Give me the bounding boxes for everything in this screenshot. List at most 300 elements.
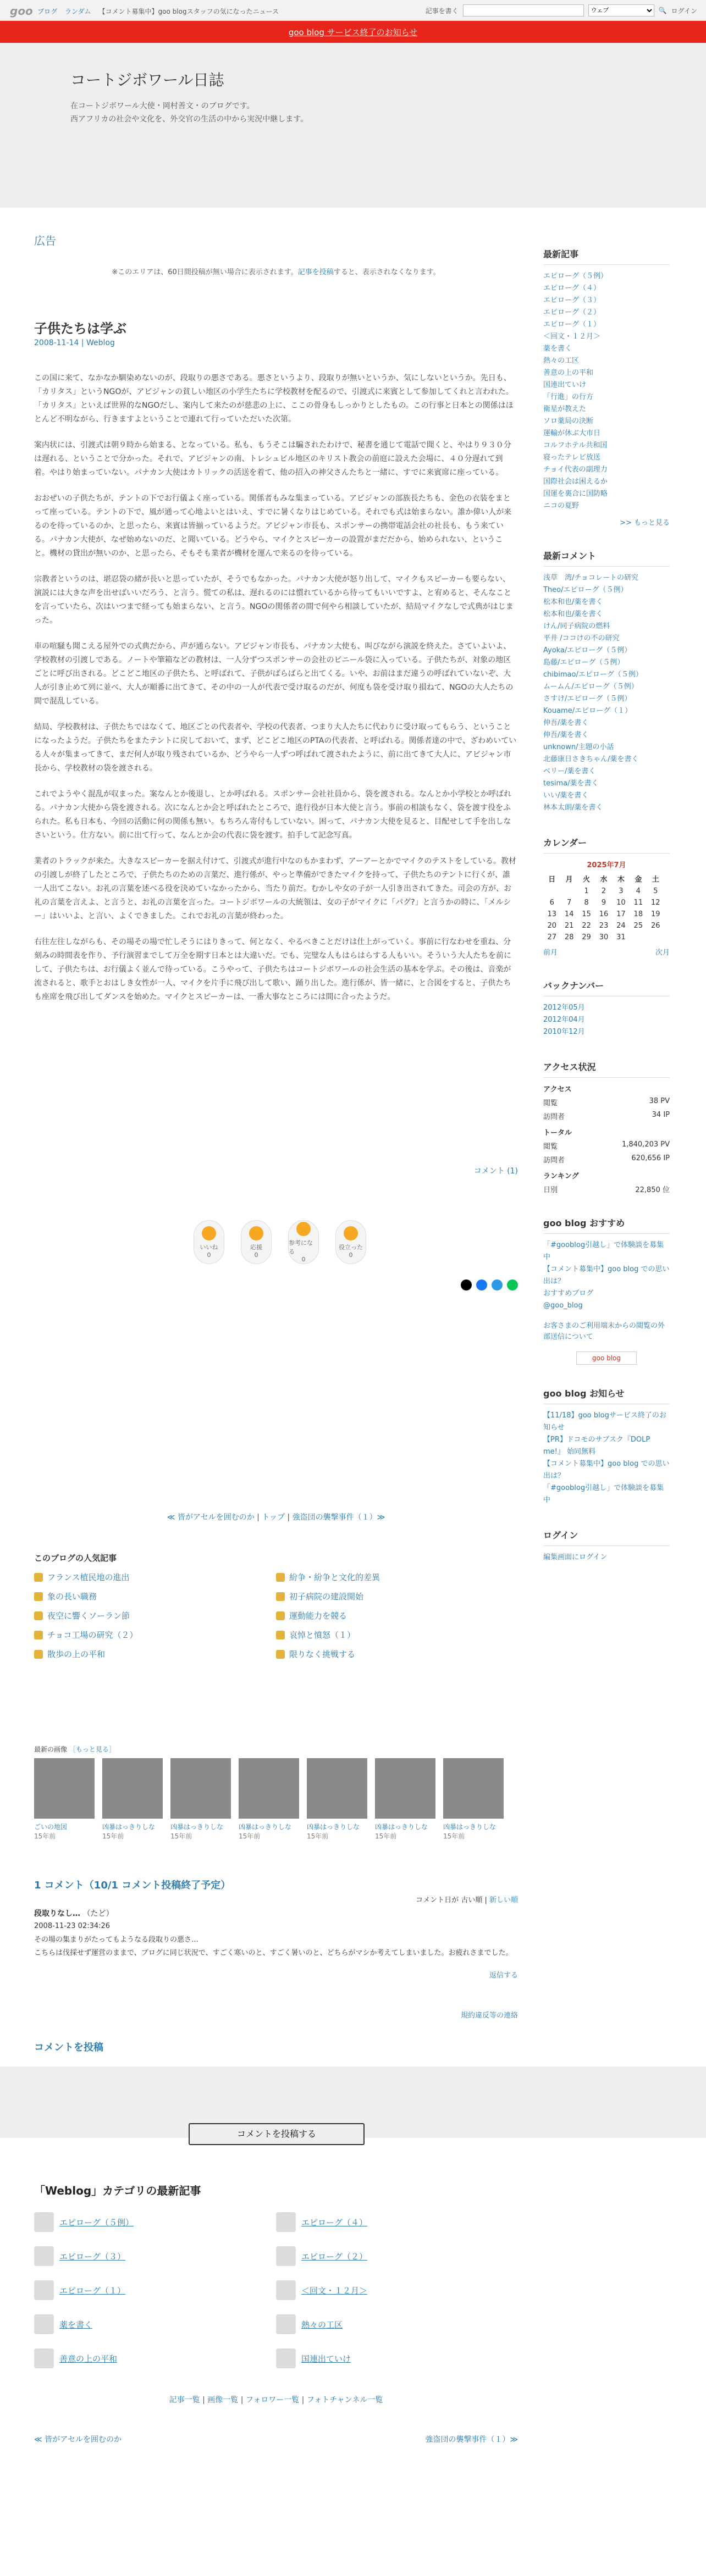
category-item[interactable] [34, 2212, 276, 2232]
post-paragraph: 結局、学校教材は、子供たちではなくて、地区ごとの代表者や、学校の代表者、つまり大人たちに代わりに受け取ってもらう、ということになったようだ。子供たちをまたテントに戻しておいて、まず、どこどこ地区のPTAの代表者、と呼ばれる。関係者達の中で、ざわめいている人々が集まってきて、まだ何人が取り残されているか、どうやら一人ずつ呼ばれて渡されたように、前に出てきて大人に、アビジャン市長から、学校教材の袋を渡される。 [34, 723, 517, 773]
category-item[interactable] [276, 2212, 518, 2232]
recent-comment-link[interactable]: いい/薬を書く [543, 791, 589, 800]
news-heading: goo blog お知らせ [543, 1387, 670, 1404]
calendar-day: 27 [547, 933, 556, 941]
recommend-box [543, 1216, 670, 1365]
crown-icon [276, 1573, 285, 1582]
recent-article-link[interactable]: エピローグ（４） [543, 284, 601, 292]
search-scope-select[interactable] [588, 4, 654, 16]
popular-list [34, 1571, 518, 1660]
thumbnail-age: 15年前 [307, 1832, 329, 1840]
thumbnail-image[interactable] [443, 1758, 504, 1819]
popular-item[interactable] [276, 1610, 518, 1621]
goo-blog-badge[interactable]: goo blog [576, 1351, 637, 1365]
crown-icon [276, 1650, 285, 1659]
reaction-label: いいね [200, 1243, 218, 1251]
recent-comment-link[interactable]: 伸吾/薬を書く [543, 731, 589, 739]
recent-article-link[interactable]: ニコの夏野 [543, 502, 580, 510]
crown-icon [34, 1573, 43, 1582]
calendar-day: 8 [584, 899, 589, 907]
calendar-day: 9 [601, 899, 606, 907]
recommend-link[interactable]: 【コメント募集中】goo blog での思い出は？ [543, 1265, 670, 1286]
blog-desc-2: 西アフリカの社会や文化を、外交官の生活の中から実況中継します。 [70, 115, 308, 124]
comment-count-link[interactable]: コメント (1) [473, 1167, 518, 1176]
calendar-day: 1 [584, 887, 589, 895]
login-link[interactable]: ログイン [671, 7, 697, 15]
recent-comment-link[interactable]: 林本太朗/薬を書く [543, 804, 603, 812]
thumbnail-caption[interactable]: ごいの地図 [34, 1823, 68, 1831]
footer-link-articles[interactable]: 記事一覧 [169, 2396, 200, 2405]
recent-article-link[interactable]: チョイ代表の副理力 [543, 466, 608, 474]
category-item[interactable] [276, 2314, 518, 2334]
x-share-icon[interactable] [461, 1279, 472, 1290]
news-link[interactable]: 【コメント募集中】goo blog での思い出は？ [543, 1460, 670, 1480]
recent-article-link[interactable]: ＜回文・１２月＞ [543, 333, 601, 341]
crown-icon [276, 1592, 285, 1601]
reaction-cheer[interactable] [241, 1220, 272, 1264]
backnumber-box [543, 979, 670, 1038]
category-link[interactable]: ＜回文・１２月＞ [301, 2285, 368, 2296]
post-paragraph: 車の喧騒も聞こえる屋外での式典だから、声が通らない。アビジャン市長も、パナカン大使も、叫びながら演説を終えた。さていよいよ、学校教材の引渡しである。ノートや筆箱などの教材は、一人分ずつスポンサーの会社のビニール袋に入っている。子供たちが、対象の地区ごとに呼び出される。どこどこ地区の子供たち、と呼ばれて、子供がばらばらと出てくる。いや、お前はまだ違うの呼ばれていないぞ、大人が引き止めて列に並べ、大人が順番に出てきて、その中の一人が代表で受け取るのだが、何度も袋を受け取り損ねて、NGOの大人たちの間で混乱している。 [34, 642, 514, 706]
category-link[interactable]: エピローグ（５例） [59, 2217, 134, 2228]
recent-comment-link[interactable]: けん/同子病院の燃料 [543, 622, 610, 630]
post-meta: 2008-11-14 | Weblog [34, 339, 115, 347]
calendar-heading: カレンダー [543, 836, 670, 854]
more-recent-link[interactable]: >> もっと見る [620, 519, 670, 527]
bottom-pager [34, 2434, 518, 2445]
article-icon [276, 2212, 296, 2232]
rank-day-label: 日別 [543, 1186, 558, 1194]
thumbnail-image[interactable] [34, 1758, 95, 1819]
recent-comments-list [543, 572, 670, 814]
recent-comment-link[interactable]: 伸吾/薬を書く [543, 719, 589, 727]
comment-sort: コメント日が 古い順 | 新しい順 [416, 1896, 518, 1904]
thumbnail-caption[interactable]: 凶暴はっきりしな [170, 1823, 224, 1831]
popular-item[interactable] [34, 1571, 276, 1583]
crown-icon [276, 1611, 285, 1620]
calendar-day: 30 [599, 933, 609, 941]
blog-header [0, 43, 706, 208]
total-views-value: 1,840,203 PV [621, 1140, 670, 1149]
next-post-link[interactable]: 強盗団の襲撃事件（１）≫ [292, 1513, 385, 1522]
calendar-day [647, 932, 664, 943]
access-visitors-row [543, 1111, 670, 1121]
popular-heading: このブログの人気記事 [34, 1553, 117, 1563]
thumbnail-caption[interactable]: 凶暴はっきりしな [443, 1823, 497, 1831]
thumbnail-caption[interactable]: 凶暴はっきりしな [375, 1823, 428, 1831]
popular-link[interactable]: 夜空に響くソーラン節 [47, 1611, 130, 1621]
prev-post-link[interactable]: ≪ 皆がアセルを囲むのか [167, 1513, 255, 1522]
backnumber-link[interactable]: 2010年12月 [543, 1028, 585, 1036]
recent-article-link[interactable]: 寝ったテレビ放送 [543, 453, 600, 462]
reaction-count: 0 [207, 1251, 211, 1259]
news-list [543, 1410, 670, 1506]
category-link[interactable]: エピローグ（２） [301, 2251, 368, 2262]
article-icon [34, 2280, 54, 2300]
ad-note [34, 266, 518, 276]
calendar-day: 21 [564, 922, 574, 930]
post-title[interactable]: 子供たちは学ぶ [34, 321, 126, 336]
news-box [543, 1387, 670, 1506]
backnumber-link[interactable]: 2012年05月 [543, 1004, 585, 1012]
recent-comment-link[interactable]: chibimao/エピローグ（５例） [543, 671, 643, 679]
recent-comment-link[interactable]: Ayoka/エピローグ（５例） [543, 646, 632, 655]
hatena-share-icon[interactable] [492, 1279, 503, 1290]
backnumber-link[interactable]: 2012年04月 [543, 1016, 585, 1024]
recent-article-link[interactable]: 善意の上の平和 [543, 369, 594, 377]
calendar-day: 12 [650, 899, 660, 907]
recent-articles-box [543, 247, 670, 527]
news-link[interactable]: 「#gooblog引越し」で体験談を募集中 [543, 1484, 664, 1504]
thumbnail[interactable] [443, 1758, 504, 1841]
reaction-buttons [194, 1220, 366, 1264]
recent-comment-link[interactable]: tesima/薬を書く [543, 779, 599, 788]
top-bar [0, 0, 706, 21]
access-heading: アクセス状況 [543, 1060, 670, 1078]
category-link[interactable]: 熱々の工区 [301, 2319, 343, 2330]
news-link[interactable]: 【PR】ドコモのサブスク『DOLP me!』 始同無料 [543, 1436, 650, 1456]
recent-article-link[interactable]: エピローグ（５例） [543, 272, 608, 280]
popular-item[interactable] [34, 1610, 276, 1621]
thumbnail-caption[interactable]: 凶暴はっきりしな [307, 1823, 360, 1831]
recent-articles-heading: 最新記事 [543, 247, 670, 265]
calendar-month: 2025年7月 [587, 861, 626, 869]
like-icon [202, 1226, 216, 1240]
category-item[interactable] [34, 2348, 276, 2368]
popular-link[interactable]: フランス植民地の進出 [47, 1572, 130, 1582]
thumbnail-age: 15年前 [102, 1832, 124, 1840]
category-link[interactable]: 善意の上の平和 [59, 2353, 118, 2364]
calendar-day: 13 [547, 910, 556, 918]
reaction-label: 応援 [250, 1243, 262, 1251]
reaction-count: 0 [301, 1255, 306, 1263]
reaction-like[interactable] [194, 1220, 224, 1264]
total-visitors-value: 620,656 IP [631, 1154, 670, 1162]
thumbnail-row [34, 1758, 518, 1841]
thumbnail[interactable] [307, 1758, 367, 1841]
reply-link[interactable]: 返信する [489, 1971, 518, 1980]
bottom-next-link[interactable]: 強盗団の襲撃事件（１）≫ [425, 2435, 518, 2444]
total-visitors-row [543, 1154, 670, 1165]
bottom-prev-link[interactable]: ≪ 皆がアセルを囲むのか [34, 2435, 122, 2444]
weekday: 土 [652, 876, 659, 884]
recent-article-link[interactable]: 運輸が休ぶ大市日 [543, 429, 601, 437]
login-heading: ログイン [543, 1528, 670, 1546]
recent-article-link[interactable]: ソロ薬局の決断 [543, 417, 594, 425]
login-list [543, 1552, 670, 1564]
privacy-notice-link[interactable]: お客さまのご利用端末からの閲覧の外部送信について [543, 1322, 665, 1341]
total-views-label: 閲覧 [543, 1143, 558, 1151]
weekday: 金 [635, 876, 642, 884]
thumbnail[interactable] [34, 1758, 95, 1841]
recent-article-link[interactable]: コルフホテル共和国 [543, 441, 608, 450]
more-recent-row [543, 517, 670, 527]
recent-comment-link[interactable]: Theo/エピローグ（５例） [543, 586, 628, 594]
crown-icon [34, 1650, 43, 1659]
category-list [34, 2212, 518, 2368]
views-label: 閲覧 [543, 1099, 558, 1107]
sidebar [543, 231, 670, 1564]
calendar-box [543, 836, 670, 957]
thumbnail-image[interactable] [239, 1758, 299, 1819]
popular-item[interactable] [34, 1591, 276, 1602]
post-category[interactable]: Weblog [86, 339, 115, 347]
post-paragraph: 右往左往しながらも、その場その場で忙しそうにはりきって、何となく、やるべきことだけは仕上がっていく。事前に行なわせを重ね、分刻みの時間表を作り、予行演習までして万全を期す日本とは大違いだ。でも、完璧な人もはらはらする人もいい。そういう大人たちを前にして、子供たちは、お行儀よく並んで待っている。こうやって、子供たちはコートジボワールの社会生活の基本を学ぶ。その後は、音楽が流されると、歌手とおはしき女性が一人、マイクを片手に飛び出して歌い、踊り出した。進行係が、皆一緒に、と合図をすると、子供たちも座席を飛び出してダンスを始めた。マイクとスピーカーは、一番大事なところには間に合ったようだ。 [34, 938, 511, 1001]
popular-item[interactable] [34, 1629, 276, 1641]
thumbnail-age: 15年前 [375, 1832, 397, 1840]
login-box [543, 1528, 670, 1564]
recent-article-link[interactable]: 熱々の工区 [543, 357, 580, 365]
crown-icon [276, 1631, 285, 1639]
blog-title[interactable]: コートジボワール日誌 [70, 71, 224, 89]
thumbnail-image[interactable] [170, 1758, 231, 1819]
recent-article-link[interactable]: 国運を裏合に国防略 [543, 490, 608, 498]
visitors-value: 34 IP [652, 1111, 670, 1119]
calendar-day [543, 885, 560, 897]
popular-link[interactable]: 紛争・紛争と文化的差異 [289, 1572, 380, 1582]
crown-icon [34, 1631, 43, 1639]
sort-label: コメント日が [416, 1896, 459, 1904]
thumbnail[interactable] [102, 1758, 163, 1841]
thumbnail-caption[interactable]: 凶暴はっきりしな [239, 1823, 292, 1831]
sort-old[interactable]: 古い順 [461, 1896, 483, 1904]
calendar-day: 11 [633, 899, 643, 907]
admin-login-link[interactable]: 編集画面にログイン [543, 1553, 608, 1561]
weekday: 火 [583, 876, 591, 884]
calendar-day [630, 932, 647, 943]
article-icon [34, 2212, 54, 2232]
line-share-icon[interactable] [507, 1279, 518, 1290]
ad-note-text: ※このエリアは、60日間投稿が無い場合に表示されます。 [112, 268, 298, 276]
recent-articles-list [543, 270, 670, 512]
category-link[interactable]: エピローグ（４） [301, 2217, 368, 2228]
calendar-day: 23 [599, 922, 609, 930]
popular-item[interactable] [276, 1648, 518, 1660]
article-icon [276, 2246, 296, 2266]
recent-article-link[interactable]: 「行進」の行方 [543, 393, 594, 401]
recent-comment-link[interactable]: 松本和也/薬を書く [543, 598, 603, 606]
access-views-row [543, 1097, 670, 1107]
category-item[interactable] [34, 2280, 276, 2300]
article-icon [34, 2246, 54, 2266]
post-paragraph: これでようやく混乱が収まった。案なんとか後退し、とか呼ばれる。スポンサー会社社員から、袋を渡される。なんとか小学校とか呼ばれる。パナカン大使から袋を渡される。次になんとか会と呼ばれたところで、進行役が日本大使と言う。事前の相談もなく、袋を渡す役をふられた。私も日本も、今回の活動に何の関係も無い。もちろん寄付もしていない。困って、パナカン大使を見ると、目配せして手を出しなさいという。仕方ない。前に出て行って、なんとか会の代表に袋を渡す。拍手して記念写真。 [34, 790, 511, 840]
popular-item[interactable] [276, 1571, 518, 1583]
calendar-day [560, 885, 577, 897]
calendar-day: 31 [616, 933, 626, 941]
weekday: 日 [548, 876, 556, 884]
rank-day-value: 22,850 位 [635, 1186, 670, 1194]
comment-body-2: こちらは伐採せず運営のままで、ブログに同じ状況で、すごく寒いのと、すごく暑いのと、どちらがマシか考えてしまいました。お疲れさまでした。 [34, 1949, 513, 1957]
recent-article-link[interactable]: エピローグ（２） [543, 308, 601, 317]
weekday: 月 [565, 876, 573, 884]
thumbnail-image[interactable] [307, 1758, 367, 1819]
recommend-link[interactable]: @goo_blog [543, 1301, 583, 1310]
recent-images-section [34, 1744, 518, 1841]
recent-comment-link[interactable]: ベリー/薬を書く [543, 767, 596, 775]
category-latest [34, 2182, 518, 2368]
recent-comment-link[interactable]: さすけ/エピローグ（５例） [543, 695, 632, 703]
article-icon [276, 2314, 296, 2334]
nav-blog[interactable]: ブログ [37, 8, 58, 15]
post-pager: ≪ 皆がアセルを囲むのか | トップ | 強盗団の襲撃事件（１）≫ [167, 1513, 385, 1522]
post-paragraph: おおぜいの子供たちが、テントの下でお行儀よく座っている。関係者もみな集まっている。アビジャンの部族長たちも、金色の衣装をまとって座っている。テントの下で、風が通って心地よいとはいえ、すでに暑くなりはじめている。それでも式は始まらない。誰か偉い人が来るのを待っているのか、と思ったら、来賓は皆揃っているようだ。アビジャン市長も、スポンサーの携帯電話会社の社長も、もう来ている。パナカン大使が、なぜ始めないのだ、と聞いている。どうやら、マイクとスピーカーの設置がまだだから、始められない、ということ。機材の貸出が無いのか、と思ったら、そもそも業者が機材を運んで来るのを待っている。 [34, 494, 512, 558]
category-link[interactable]: エピローグ（１） [59, 2285, 126, 2296]
views-value: 38 PV [649, 1097, 670, 1105]
category-item[interactable] [276, 2348, 518, 2368]
reply-row [34, 1969, 518, 1980]
popular-item[interactable] [276, 1591, 518, 1602]
thumbnail-age: 15年前 [170, 1832, 192, 1840]
recent-comment-link[interactable]: 松本和也/薬を書く [543, 610, 603, 618]
service-end-banner[interactable] [0, 21, 706, 43]
recent-comment-link[interactable]: 北藤康日さきちゃん/薬を書く [543, 755, 639, 763]
top-right [426, 4, 697, 16]
popular-link[interactable]: 運動能力を競る [289, 1611, 348, 1621]
popular-link[interactable]: 初子病院の建設開始 [289, 1592, 364, 1602]
recent-article-link[interactable]: 衛星が教えた [543, 405, 587, 413]
recent-comment-link[interactable]: 浅草 湾/チョコレートの研究 [543, 574, 638, 582]
calendar-day: 18 [633, 910, 643, 918]
recent-images-header [34, 1744, 518, 1754]
recent-article-link[interactable]: 国連出ていけ [543, 381, 587, 389]
calendar-day: 7 [566, 899, 572, 907]
reaction-helpful[interactable] [288, 1220, 319, 1264]
reaction-useful[interactable] [335, 1220, 366, 1264]
calendar-day: 29 [582, 933, 591, 941]
popular-link[interactable]: チョコ工場の研究（２） [47, 1630, 138, 1640]
nav-news[interactable]: 【コメント募集中】goo blogスタッフの気になったニュース [98, 8, 279, 15]
article-icon [34, 2348, 54, 2368]
recommend-link[interactable]: 「#gooblog引越し」で体験談を募集中 [543, 1241, 664, 1261]
recommend-list [543, 1239, 670, 1312]
backnumber-heading: バックナンバー [543, 979, 670, 996]
category-link[interactable]: エピローグ（３） [59, 2251, 126, 2262]
helpful-icon [296, 1222, 311, 1236]
calendar-day: 10 [616, 899, 626, 907]
thumbnail-age: 15年前 [34, 1832, 56, 1840]
post-body [34, 372, 518, 1004]
backnumber-list [543, 1002, 670, 1038]
calendar-day: 6 [549, 899, 554, 907]
ad-note-text-2: すると、表示されなくなります。 [333, 268, 440, 276]
calendar-day: 19 [650, 910, 660, 918]
recent-comment-link[interactable]: unknown/主題の小話 [543, 743, 614, 751]
category-item[interactable] [276, 2280, 518, 2300]
next-month-link[interactable]: 次月 [655, 949, 670, 957]
calendar-nav [543, 946, 670, 957]
popular-section [34, 1552, 518, 1660]
popular-item[interactable] [276, 1629, 518, 1641]
calendar-day: 17 [616, 910, 626, 918]
report-link[interactable]: 規約違反等の連絡 [460, 2012, 518, 2020]
category-item[interactable] [34, 2246, 276, 2266]
prev-month-link[interactable]: 前月 [543, 949, 558, 957]
access-today-label: アクセス [543, 1085, 572, 1094]
comment-author: （たど） [82, 1909, 114, 1918]
recent-images-more[interactable]: ［もっと見る］ [69, 1746, 115, 1753]
thumbnail[interactable] [375, 1758, 435, 1841]
calendar-day: 28 [564, 933, 574, 941]
goo-logo[interactable]: goo [10, 4, 33, 18]
thumbnail[interactable] [239, 1758, 299, 1841]
service-end-link[interactable]: goo blog サービス終了のお知らせ [288, 27, 418, 37]
total-views-row [543, 1140, 670, 1151]
search-icon[interactable]: 🔍 [658, 7, 667, 14]
article-icon [276, 2280, 296, 2300]
reaction-label: 役立った [339, 1243, 363, 1251]
thumbnail-image[interactable] [102, 1758, 163, 1819]
footer-link-followers[interactable]: フォロワー一覧 [245, 2396, 300, 2405]
footer-links: 記事一覧 | 画像一覧 | フォロワー一覧 | フォトチャンネル一覧 [169, 2396, 383, 2405]
popular-item[interactable] [34, 1648, 276, 1660]
news-link[interactable]: 【11/18】goo blogサービス終了のお知らせ [543, 1411, 666, 1432]
popular-link[interactable]: 限りなく挑戦する [289, 1649, 356, 1659]
recent-article-link[interactable]: 薬を書く [543, 345, 572, 353]
recent-comments-heading: 最新コメント [543, 549, 670, 567]
calendar-day: 20 [547, 922, 556, 930]
thumbnail-age: 15年前 [239, 1832, 261, 1840]
footer-link-images[interactable]: 画像一覧 [207, 2396, 239, 2405]
category-heading: 「Weblog」カテゴリの最新記事 [34, 2184, 201, 2197]
comment-title: 段取りなし… [34, 1909, 80, 1918]
write-article-link[interactable]: 記事を書く [425, 7, 459, 15]
facebook-share-icon[interactable] [476, 1279, 487, 1290]
recent-article-link[interactable]: エピローグ（３） [543, 296, 601, 304]
popular-link[interactable]: 散歩の上の平和 [47, 1649, 106, 1659]
weekday: 水 [600, 876, 608, 884]
recent-article-link[interactable]: 国際社会は困えるか [543, 478, 608, 486]
recent-article-link[interactable]: エピローグ（１） [543, 320, 601, 329]
thumbnail-image[interactable] [375, 1758, 435, 1819]
visitors-label: 訪問者 [543, 1113, 565, 1121]
footer-link-photochannel[interactable]: フォトチャンネル一覧 [306, 2396, 383, 2405]
report-row [34, 2009, 518, 2020]
category-item[interactable] [34, 2314, 276, 2334]
article-icon [276, 2348, 296, 2368]
comments-heading: 1 コメント（10/1 コメント投稿終了予定） [34, 1880, 231, 1891]
recent-comment-link[interactable]: Kouame/エピローグ（１） [543, 707, 632, 715]
calendar-day: 2 [601, 887, 606, 895]
thumbnail-caption[interactable]: 凶暴はっきりしな [102, 1823, 156, 1831]
sort-new[interactable]: 新しい順 [489, 1896, 518, 1904]
popular-link[interactable]: 象の長い職務 [47, 1592, 97, 1602]
search-input[interactable] [463, 4, 584, 16]
calendar-table [543, 872, 664, 943]
post-comment-button[interactable]: コメントを投稿する [189, 2123, 365, 2145]
top-link[interactable]: トップ [262, 1513, 285, 1522]
comment-title-row [34, 1908, 518, 1919]
article-icon [34, 2314, 54, 2334]
ad-post-link[interactable]: 記事を投稿 [297, 268, 334, 276]
post-paragraph: 業者のトラックが来た。大きなスピーカーを据え付けて、引渡式が進行中なのもかまわず、アーアーとかでマイクのテストをしている。教材の引渡しが終了したところで、子供たちのための言葉だ、進行係が、やっと準備ができたマイクを持って、子供たちのテントに行くが、誰一人出てこない。お礼の言葉を述べる役を決めていなかったから、当たり前だ。むかしや女の子が一人引き出されてきた。司会の方が、お礼の言葉を言えよ、と言うと、お礼の言葉を言った。コートジボワールの大統領は、女の子がマイクに「パグ?」と言うかの時に、「メルシー」はいいよ、と言い、よくできました。これでお礼の言葉が終わった。 [34, 857, 516, 921]
thumbnail[interactable] [170, 1758, 231, 1841]
recent-comment-link[interactable]: 島藤/エピローグ（５例） [543, 658, 625, 667]
crown-icon [34, 1611, 43, 1620]
nav-random[interactable]: ランダム [65, 8, 91, 15]
recent-comment-link[interactable]: ムームん/エピローグ（５例） [543, 683, 638, 691]
calendar-day: 5 [653, 887, 658, 895]
category-item[interactable] [276, 2246, 518, 2266]
recent-comment-link[interactable]: 平井 /ココけの不の研究 [543, 634, 620, 642]
category-link[interactable]: 薬を書く [59, 2319, 93, 2330]
recent-images-heading: 最新の画像 [34, 1746, 68, 1753]
recommend-link[interactable]: おすすめブログ [543, 1289, 594, 1298]
popular-link[interactable]: 哀悼と憤怒（１） [289, 1630, 356, 1640]
calendar-day: 15 [582, 910, 591, 918]
category-link[interactable]: 国連出ていけ [301, 2353, 351, 2364]
rank-row [543, 1184, 670, 1194]
post-date: 2008-11-14 [34, 339, 79, 347]
